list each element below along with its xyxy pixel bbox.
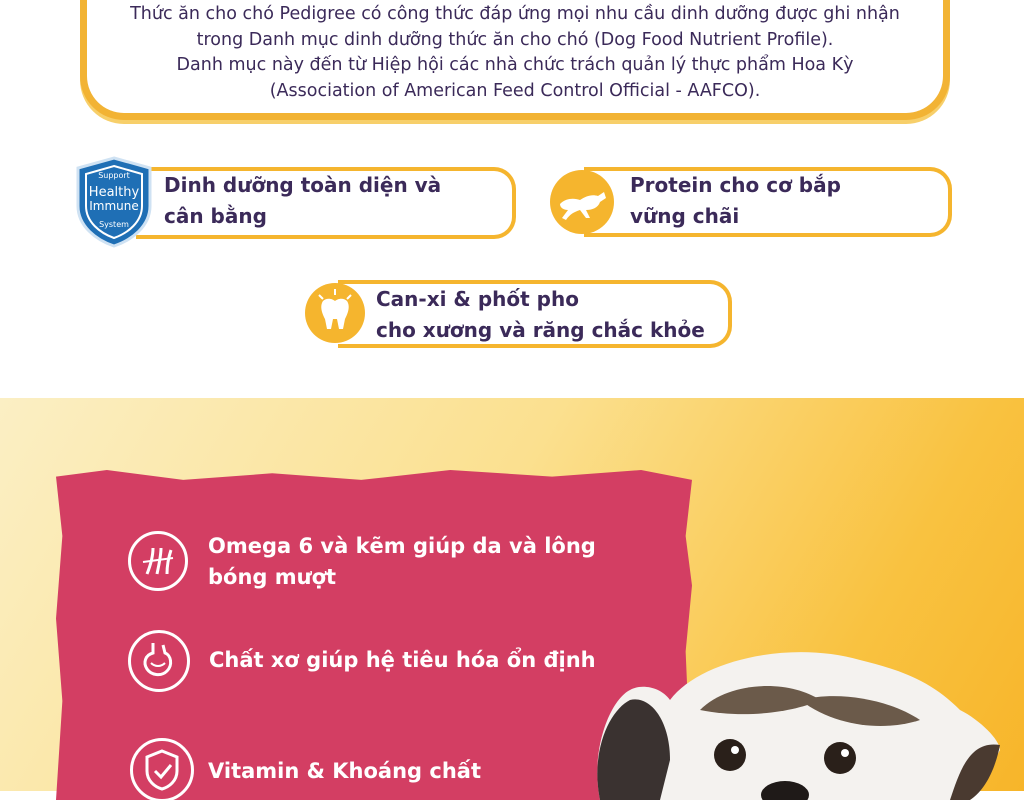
badge-system-label: System [99, 220, 129, 229]
intro-line: Thức ăn cho chó Pedigree có công thức đáp ứng mọi nhu cầu dinh dưỡng được ghi nhận [130, 4, 900, 24]
intro-line: trong Danh mục dinh dưỡng thức ăn cho chó (Dog Food Nutrient Profile). [196, 29, 834, 50]
fur-icon [128, 531, 188, 591]
intro-text [87, 2, 943, 104]
feature-text-calcium [376, 284, 705, 346]
stomach-icon [128, 630, 190, 692]
feature-line: cân bằng [164, 204, 267, 228]
healthy-immune-shield-icon [74, 156, 154, 248]
benefit-line: bóng mượt [208, 565, 337, 589]
feature-line: Dinh dưỡng toàn diện và [164, 173, 442, 197]
feature-line: vững chãi [630, 204, 740, 228]
benefit-line: Chất xơ giúp hệ tiêu hóa ổn định [209, 648, 596, 672]
feature-text-nutrition [164, 170, 441, 232]
benefit-text-omega [208, 531, 596, 593]
intro-box [80, 0, 950, 120]
feature-line: cho xương và răng chắc khỏe [376, 318, 705, 342]
feature-text-protein [630, 170, 841, 232]
benefit-text-vitamin [208, 756, 481, 787]
badge-healthy-label: Healthy [88, 185, 140, 200]
benefit-line: Omega 6 và kẽm giúp da và lông [208, 534, 596, 558]
tooth-icon [305, 283, 365, 343]
running-dog-icon [550, 170, 614, 234]
benefit-line: Vitamin & Khoáng chất [208, 759, 481, 783]
intro-line: Danh mục này đến từ Hiệp hội các nhà chức trách quản lý thực phẩm Hoa Kỳ [176, 55, 854, 75]
puppy-image [570, 640, 1010, 800]
badge-support-label: Support [98, 171, 130, 180]
shield-icon [130, 738, 194, 802]
intro-line: (Association of American Feed Control Official - AAFCO). [269, 80, 761, 101]
benefit-text-fiber [209, 645, 596, 676]
feature-line: Protein cho cơ bắp [630, 173, 841, 197]
badge-immune-label: Immune [89, 199, 139, 213]
feature-line: Can-xi & phốt pho [376, 287, 579, 311]
